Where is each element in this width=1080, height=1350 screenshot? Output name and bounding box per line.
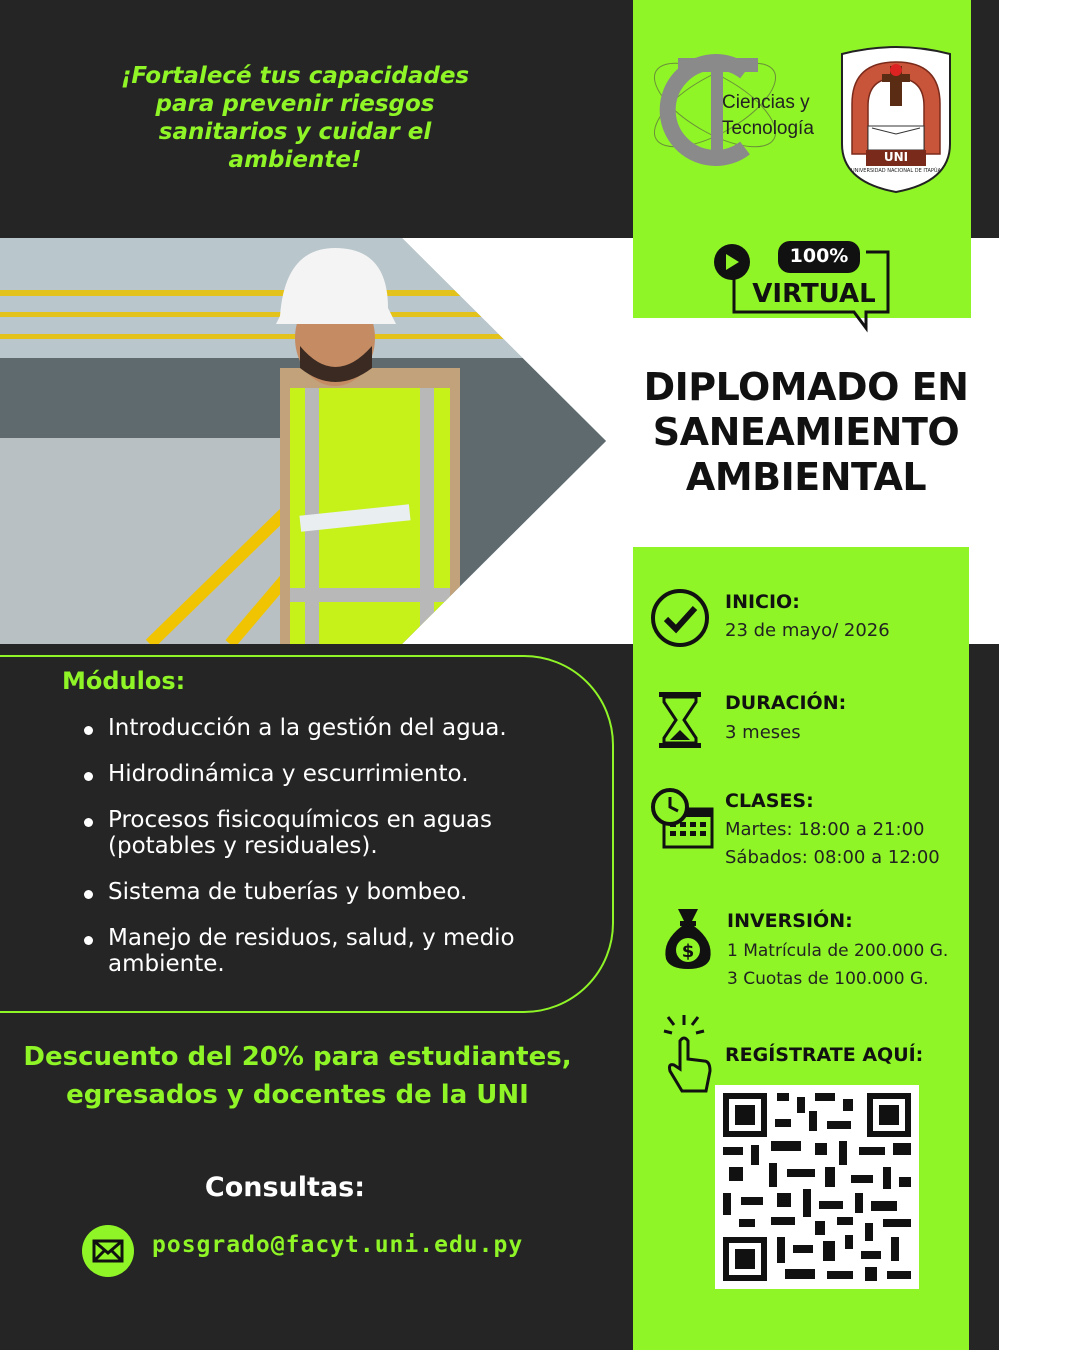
check-circle-icon: [649, 587, 711, 649]
ciencias-tecnologia-logo: [640, 40, 825, 170]
uni-logo-text: UNI: [883, 150, 909, 164]
registro-label: REGÍSTRATE AQUÍ:: [725, 1044, 924, 1066]
module-item: Introducción a la gestión del agua.: [82, 715, 562, 741]
title-line2: SANEAMIENTO: [652, 410, 960, 454]
registration-qr-code[interactable]: [715, 1085, 919, 1289]
money-bag-icon: [660, 905, 716, 971]
discount-text: Descuento del 20% para estudiantes, egresados y docentes de la UNI: [23, 1042, 572, 1110]
svg-text:$: $: [681, 941, 695, 962]
duracion-label: DURACIÓN:: [725, 692, 847, 714]
worker-photo: [0, 238, 606, 644]
clases-line1: Martes: 18:00 a 21:00: [725, 819, 925, 840]
contact-heading: Consultas:: [204, 1172, 366, 1203]
duracion-value: 3 meses: [725, 722, 801, 743]
inversion-label: INVERSIÓN:: [727, 910, 853, 932]
module-item: Hidrodinámica y escurrimiento.: [82, 761, 562, 787]
tagline: ¡Fortalecé tus capacidades para prevenir riesgos sanitarios y cuidar el ambiente!: [120, 63, 470, 173]
qr-code-graphic: [715, 1085, 919, 1289]
title-line3: AMBIENTAL: [685, 455, 927, 499]
inversion-line2: 3 Cuotas de 100.000 G.: [727, 969, 929, 989]
ct-logo-text-line1: Ciencias y: [722, 92, 810, 113]
water-treatment-worker-illustration: [0, 238, 606, 644]
module-item: Procesos fisicoquímicos en aguas (potables y residuales).: [82, 807, 562, 859]
ct-logo-text-line2: Tecnología: [722, 118, 814, 139]
uni-logo: [838, 44, 954, 194]
inicio-value: 23 de mayo/ 2026: [725, 620, 890, 641]
clases-label: CLASES:: [725, 790, 814, 812]
mail-icon: [82, 1225, 134, 1277]
inversion-line1: 1 Matrícula de 200.000 G.: [727, 941, 949, 961]
contact-email-link[interactable]: posgrado@facyt.uni.edu.py: [152, 1232, 524, 1258]
uni-logo-subtext: UNIVERSIDAD NACIONAL DE ITAPÚA: [851, 168, 941, 174]
clock-calendar-icon: [650, 787, 716, 851]
modules-heading: Módulos:: [62, 667, 186, 695]
virtual-badge-percent: 100%: [789, 245, 849, 267]
modules-list: [82, 715, 562, 997]
tap-hand-icon: [660, 1015, 716, 1097]
page-title: [620, 365, 992, 500]
virtual-badge-label: VIRTUAL: [752, 279, 876, 309]
module-item: Sistema de tuberías y bombeo.: [82, 879, 562, 905]
clases-line2: Sábados: 08:00 a 12:00: [725, 847, 940, 868]
module-item: Manejo de residuos, salud, y medio ambiente.: [82, 925, 562, 977]
virtual-badge: [706, 238, 896, 333]
inicio-label: INICIO:: [725, 591, 800, 613]
hourglass-icon: [655, 690, 705, 750]
title-line1: DIPLOMADO EN: [643, 365, 969, 409]
right-white-margin: [999, 0, 1080, 1350]
